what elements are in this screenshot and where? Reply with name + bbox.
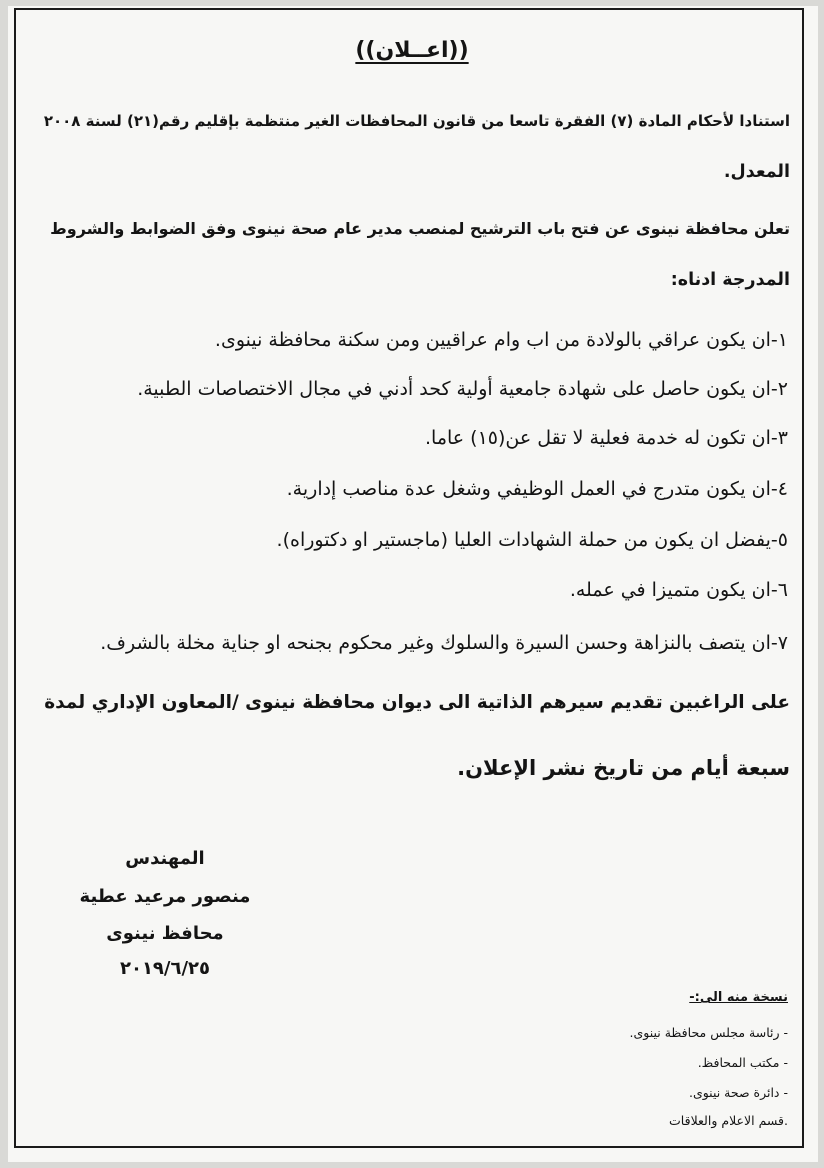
announcement-title — [0, 38, 824, 63]
intro-line-2: المعدل. — [723, 162, 790, 182]
closing-line-1: على الراغبين تقديم سيرهم الذاتية الى ديوان محافظة نينوى /المعاون الإداري لمدة — [44, 692, 790, 713]
copy-recipient-4: .قسم الاعلام والعلاقات — [669, 1113, 788, 1128]
condition-item-6: ٦-ان يكون متميزا في عمله. — [569, 579, 788, 601]
copy-recipient-2: - مكتب المحافظ. — [697, 1055, 788, 1070]
condition-item-3: ٣-ان تكون له خدمة فعلية لا تقل عن(١٥) عاما. — [424, 427, 788, 449]
announcement-title-text: ((اعــلان)) — [355, 38, 469, 63]
condition-item-2: ٢-ان يكون حاصل على شهادة جامعية أولية كحد أدني في مجال الاختصاصات الطبية. — [137, 378, 788, 400]
condition-item-4: ٤-ان يكون متدرج في العمل الوظيفي وشغل عدة مناصب إدارية. — [286, 478, 788, 500]
condition-item-1: ١-ان يكون عراقي بالولادة من اب وام عراقيين ومن سكنة محافظة نينوى. — [214, 329, 788, 351]
notice-line-2: المدرجة ادناه: — [670, 270, 790, 290]
closing-line-2: سبعة أيام من تاريخ نشر الإعلان. — [457, 756, 790, 780]
copy-recipient-3: - دائرة صحة نينوى. — [688, 1085, 788, 1100]
notice-line-1: تعلن محافظة نينوى عن فتح باب الترشيح لمنصب مدير عام صحة نينوى وفق الضوابط والشروط — [50, 219, 790, 238]
signature-rank: المهندس — [125, 848, 205, 869]
copies-heading: نسخة منه الى:- — [689, 990, 788, 1005]
intro-line-1: استنادا لأحكام المادة (٧) الفقرة تاسعا من قانون المحافظات الغير منتظمة بإقليم رقم(٢١) لسنة ٢٠٠٨ — [43, 112, 790, 130]
copy-recipient-1: - رئاسة مجلس محافظة نينوى. — [629, 1025, 788, 1040]
condition-item-7: ٧-ان يتصف بالنزاهة وحسن السيرة والسلوك وغير محكوم بجنحه او جناية مخلة بالشرف. — [100, 632, 788, 654]
signature-name: منصور مرعيد عطية — [79, 886, 251, 907]
condition-item-5: ٥-يفضل ان يكون من حملة الشهادات العليا (ماجستير او دكتوراه). — [276, 529, 788, 551]
signature-date: ٢٠١٩/٦/٢٥ — [119, 958, 211, 979]
signature-position: محافظ نينوى — [106, 923, 224, 944]
